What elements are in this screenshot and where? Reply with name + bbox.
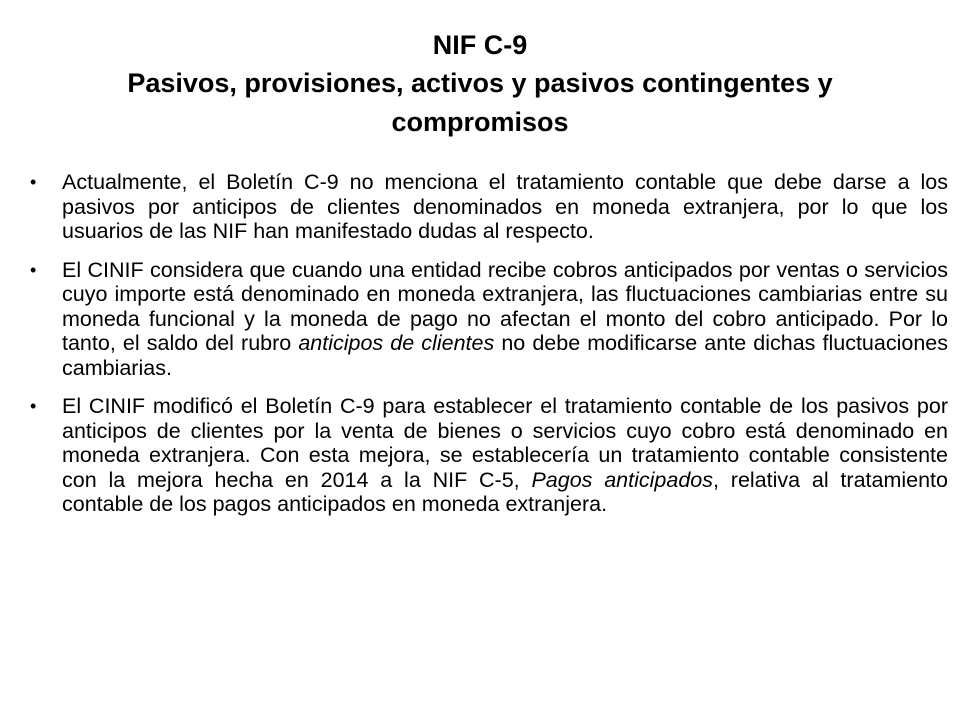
bullet-item-1 xyxy=(30,170,948,244)
bullet-item-3 xyxy=(30,394,948,517)
bullet-dot-icon: • xyxy=(30,259,37,280)
bullet-text-post: , relativa al tratamiento contable de los pagos anticipados en moneda extranjera. xyxy=(62,467,948,516)
bullet-text-pre: El CINIF considera que cuando una entidad recibe cobros anticipados por ventas o servicios cuyo importe está denominado en moneda extranjera, las fluctuaciones cambiarias entre su moneda funcional y la moneda de pago no afectan el monto del cobro anticipado. Por lo tanto, el saldo del rubro xyxy=(62,257,948,355)
title-line-2: Pasivos, provisiones, activos y pasivos contingentes y compromisos xyxy=(127,68,833,137)
bullet-text xyxy=(62,394,948,516)
bullet-dot-icon: • xyxy=(30,396,37,416)
bullet-dot-icon: • xyxy=(30,172,37,192)
title-line-1: NIF C-9 xyxy=(432,30,528,60)
bullet-text: Actualmente, el Boletín C-9 no menciona el tratamiento contable que debe darse a los pasivos por anticipos de clientes denominados en moneda extranjera, por lo que los usuarios de las NIF han manifestado dudas al respecto. xyxy=(62,170,948,243)
bullet-text-post: no debe modificarse ante dichas fluctuaciones cambiarias. xyxy=(62,331,948,380)
slide-title xyxy=(40,26,920,141)
bullet-text-italic: anticipos de clientes xyxy=(298,331,495,355)
bullet-text-pre: El CINIF modificó el Boletín C-9 para establecer el tratamiento contable de los pasivos por anticipos de clientes por la venta de bienes o servicios cuyo cobro está denominado en moneda extranjera. Con esta mejora, se establecería un tratamiento contable consistente con la mejora hecha en 2014 a la NIF C-5, xyxy=(62,394,948,492)
bullet-text-italic: Pagos anticipados xyxy=(531,467,713,492)
bullet-list xyxy=(30,170,948,531)
bullet-item-2 xyxy=(30,258,948,381)
bullet-text xyxy=(62,258,948,380)
